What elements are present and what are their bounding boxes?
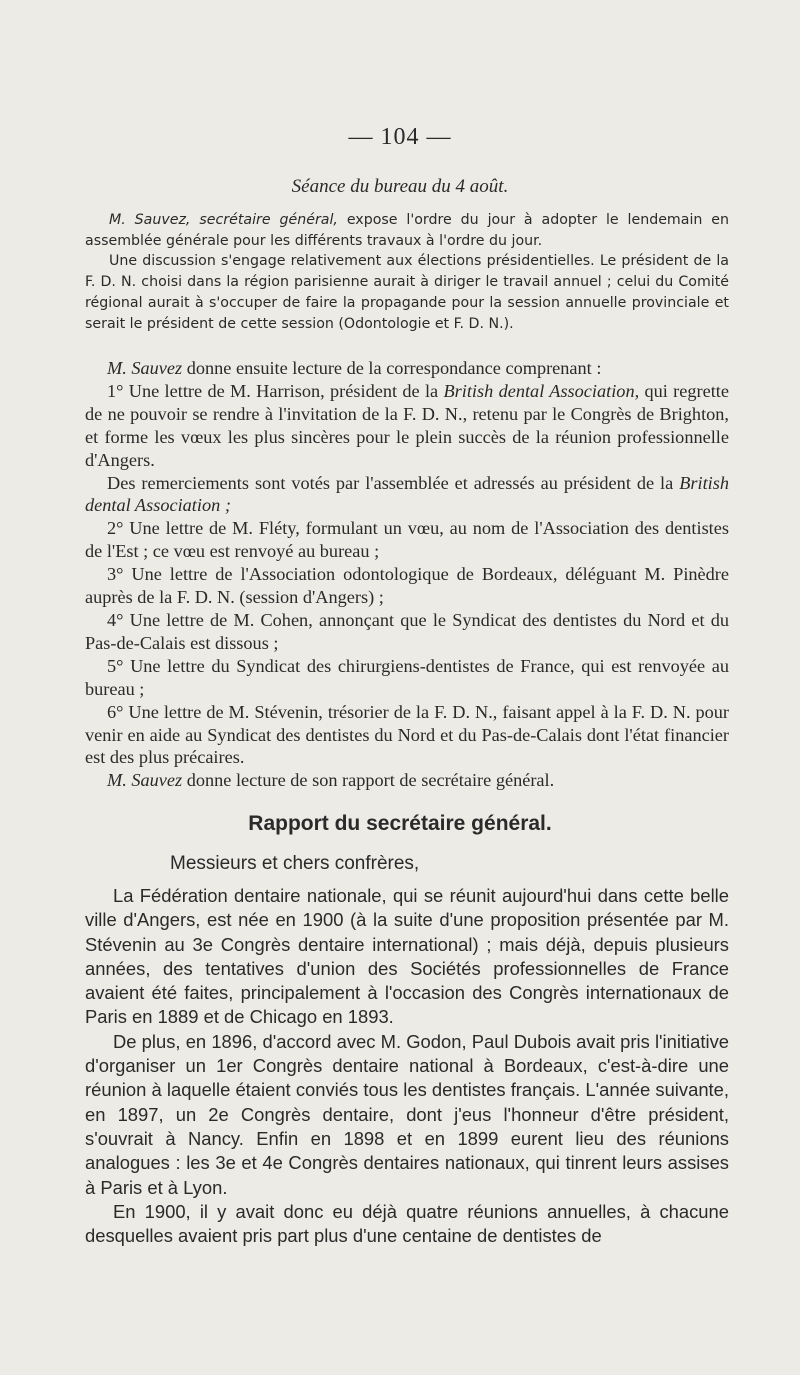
- association-name: British dental Association,: [443, 380, 640, 401]
- page-number: — 104 —: [348, 124, 452, 150]
- thanks-paragraph: Des remerciements sont votés par l'assemblée et adressés au président de la British dental Association ;: [85, 472, 729, 516]
- speaker-name: M. Sauvez, secrétaire général,: [109, 212, 338, 228]
- letter-item-4: 4° Une lettre de M. Cohen, annonçant que le Syndicat des dentistes du Nord et du Pas-de-Calais est dissous ;: [85, 609, 729, 653]
- correspondence-lead: M. Sauvez donne ensuite lecture de la correspondance comprenant :: [107, 358, 602, 378]
- letter-item-5: 5° Une lettre du Syndicat des chirurgiens-dentistes de France, qui est renvoyée au bureau ;: [85, 655, 729, 699]
- correspondence-section: [85, 357, 729, 792]
- session-heading: Séance du bureau du 4 août.: [291, 176, 509, 197]
- letter-item-2: 2° Une lettre de M. Fléty, formulant un vœu, au nom de l'Association des dentistes de l'Est ; ce vœu est renvoyé au bureau ;: [85, 518, 729, 562]
- intro-text: expose l'ordre du jour à adopter le lendemain en assemblée générale pour les différents travaux à l'ordre du jour.: [85, 212, 729, 249]
- report-paragraph-2: De plus, en 1896, d'accord avec M. Godon, Paul Dubois avait pris l'initiative d'organiser un 1er Congrès dentaire national à Bordeaux, c'est-à-dire une réunion à laquelle étaient conviés tous les dentistes français. L'année suivante, en 1897, un 2e Congrès dentaire, dont j'eus l'honneur d'être président, s'ouvrait à Nancy. Enfin en 1898 et en 1899 eurent lieu des réunions analogues : les 3e et 4e Congrès dentaires nationaux, qui tinrent leurs assises à Paris et à Lyon.: [85, 1030, 729, 1198]
- report-paragraph-1: La Fédération dentaire nationale, qui se réunit aujourd'hui dans cette belle ville d'Angers, est née en 1900 (à la suite d'une proposition présentée par M. Stévenin au 3e Congrès dentaire international) ; mais déjà, depuis plusieurs années, des tentatives d'union des Sociétés professionnelles de France avaient été faites, principalement à l'occasion des Congrès internationaux de Paris en 1889 et de Chicago en 1893.: [85, 885, 729, 1028]
- intro-paragraph: [85, 210, 729, 251]
- report-title: Rapport du secrétaire général.: [248, 812, 552, 835]
- discussion-paragraph: Une discussion s'engage relativement aux élections présidentielles. Le président de la F. D. N. choisi dans la région parisienne aurait à diriger le travail annuel ; celui du Comité régional aurait à s'occuper de faire la propagande pour la session annuelle provinciale et serait le président de cette session (Odontologie et F. D. N.).: [85, 253, 729, 332]
- salutation: Messieurs et chers confrères,: [170, 853, 420, 874]
- report-paragraph-3: En 1900, il y avait donc eu déjà quatre réunions annuelles, à chacune desquelles avaient pris part plus d'une centaine de dentistes de: [85, 1200, 729, 1247]
- speaker-name: M. Sauvez: [107, 358, 183, 378]
- letter-item-3: 3° Une lettre de l'Association odontologique de Bordeaux, déléguant M. Pinèdre auprès de la F. D. N. (session d'Angers) ;: [85, 564, 729, 608]
- report-announcement: M. Sauvez donne lecture de son rapport de secrétaire général.: [107, 770, 555, 791]
- speaker-name: M. Sauvez: [107, 770, 183, 791]
- association-name: British dental Association ;: [85, 472, 729, 516]
- report-body: [85, 884, 729, 1248]
- letter-item-1: 1° Une lettre de M. Harrison, président de la British dental Association, qui regrette de ne pouvoir se rendre à l'invitation de la F. D. N., retenu par le Congrès de Brighton, et forme les vœux les plus sincères pour le plein succès de la réunion professionnelle d'Angers.: [85, 380, 729, 470]
- intro-section: [85, 210, 729, 334]
- letter-item-6: 6° Une lettre de M. Stévenin, trésorier de la F. D. N., faisant appel à la F. D. N. pour venir en aide au Syndicat des dentistes du Nord et du Pas-de-Calais dont l'état financier est des plus précaires.: [85, 701, 729, 768]
